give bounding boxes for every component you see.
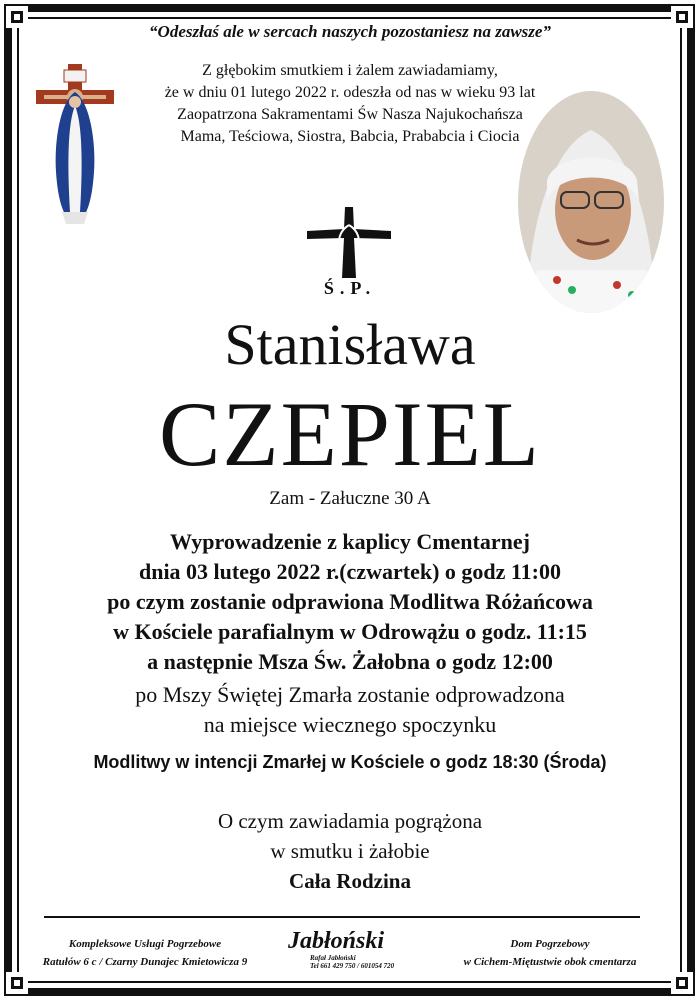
- family-name: Cała Rodzina: [289, 869, 411, 893]
- footer-right-line: Dom Pogrzebowy: [510, 938, 590, 950]
- prayers-notice: Modlitwy w intencji Zmarłej w Kościele o godz 18:30 (Środa): [93, 752, 607, 772]
- funeral-home-logo: [270, 928, 430, 970]
- corner-ornament: [6, 6, 28, 28]
- footer-right: [440, 935, 660, 971]
- announcement-line: Zaopatrzona Sakramentami Św Nasza Najukochańsza: [177, 106, 523, 123]
- logo-name: Jabłoński: [288, 928, 385, 954]
- deceased-photo: [517, 90, 665, 315]
- ceremony-line: dnia 03 lutego 2022 r.(czwartek) o godz 11:00: [138, 559, 562, 584]
- footer-divider: [44, 916, 640, 918]
- initials: Ś.P.: [323, 278, 377, 298]
- family-line: w smutku i żałobie: [270, 839, 430, 863]
- ceremony-line: po czym zostanie odprawiona Modlitwa Różańcowa: [107, 589, 593, 614]
- ceremony-line: Wyprowadzenie z kaplicy Cmentarnej: [170, 529, 530, 554]
- footer-left-line: Ratułów 6 c / Czarny Dunajec Kmietowicza 9: [42, 956, 248, 968]
- footer-left: [40, 935, 250, 971]
- surname: CZEPIEL: [159, 383, 541, 485]
- corner-ornament: [6, 972, 28, 994]
- crucifix-madonna-image: [34, 62, 116, 230]
- footer-left-line: Kompleksowe Usługi Pogrzebowe: [68, 938, 222, 950]
- footer-right-line: w Cichem-Miętustwie obok cmentarza: [463, 956, 637, 968]
- cross-ornament: [303, 205, 395, 280]
- quote: “Odeszłaś ale w sercach naszych pozostaniesz na zawsze”: [149, 22, 551, 41]
- corner-ornament: [671, 6, 693, 28]
- after-mass: [40, 680, 660, 740]
- ceremony-line: w Kościele parafialnym w Odrowążu o godz. 11:15: [113, 619, 587, 644]
- address: Zam - Załuczne 30 A: [269, 488, 431, 509]
- first-name: Stanisława: [224, 312, 476, 377]
- announcement: [130, 60, 570, 148]
- announcement-line: że w dniu 01 lutego 2022 r. odeszła od nas w wieku 93 lat: [164, 84, 536, 101]
- after-mass-line: na miejsce wiecznego spoczynku: [203, 712, 497, 737]
- logo-owner: Rafał Jabłoński: [310, 954, 356, 962]
- announcement-line: Mama, Teściowa, Siostra, Babcia, Prababcia i Ciocia: [180, 128, 520, 145]
- family-signature: [40, 806, 660, 896]
- family-line: O czym zawiadamia pogrążona: [217, 809, 483, 833]
- announcement-line: Z głębokim smutkiem i żalem zawiadamiamy,: [202, 62, 498, 79]
- corner-ornament: [671, 972, 693, 994]
- after-mass-line: po Mszy Świętej Zmarła zostanie odprowadzona: [135, 682, 565, 707]
- ceremony-line: a następnie Msza Św. Żałobna o godz 12:00: [147, 649, 553, 674]
- ceremony-details: [22, 527, 678, 677]
- logo-phone: Tel 661 429 750 / 601054 720: [310, 962, 395, 970]
